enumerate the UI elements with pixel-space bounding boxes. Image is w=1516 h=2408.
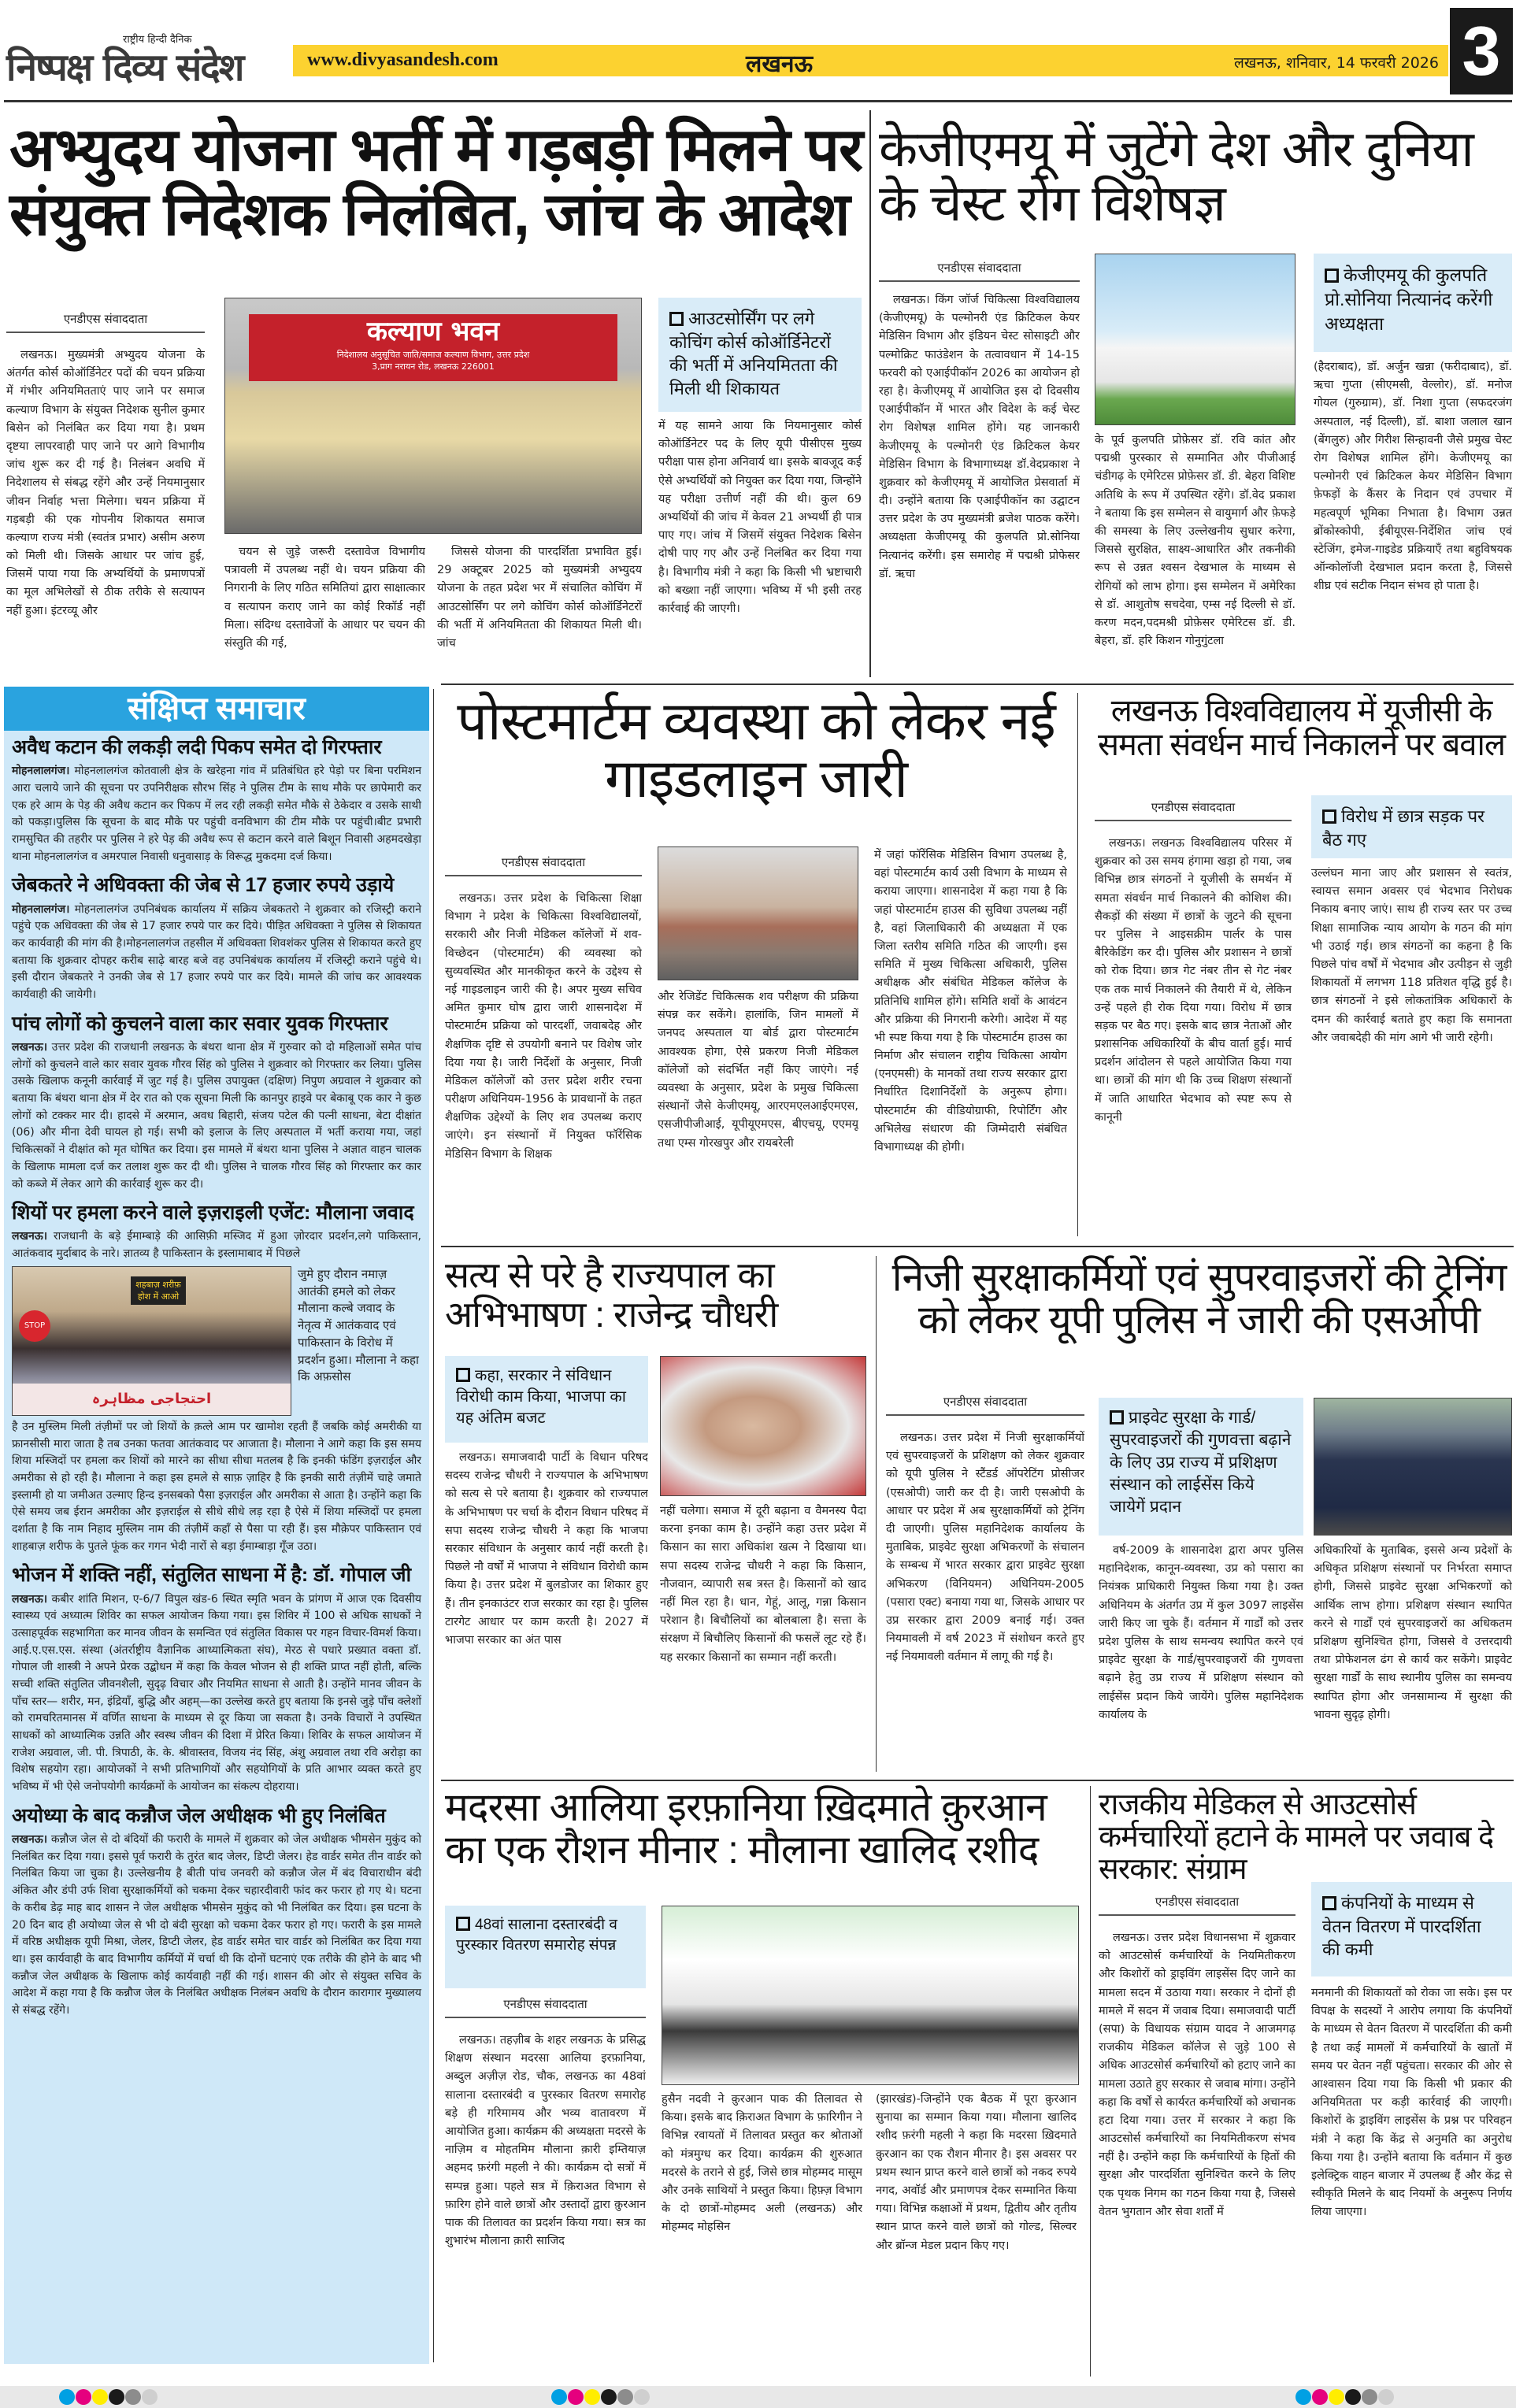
article-body: उल्लंघन माना जाए और प्रशासन से स्वतंत्र, स्वायत्त समान अवसर एवं भेदभाव निरोधक निकाय बनाए जाएं। साथ ही राज्य स्तर पर उच्च शिक्षा सामाजिक न्याय आयोग के गठन की मांग भी उठाई गई। छात्र संगठनों का कहना है कि पिछले पांच वर्षों में भेदभाव और उत्पीड़न से जुड़ी शिकायतों में लगभग 118 प्रतिशत वृद्धि हुई है। छात्र संगठनों ने इसे लोकतांत्रिक अधिकारों के दमन की कार्रवाई बताते हुए कहा कि समानता और जवाबदेही की मांग आगे भी जारी रहेगी। [1311,867,1512,1044]
article-body: में जहां फॉरेंसिक मेडिसिन विभाग उपलब्ध है, वहां पोस्टमार्टम कार्य उसी विभाग के माध्यम से कराया जाएगा। शासनादेश में कहा गया है कि जहां पोस्टमार्टम हाउस की सुविधा उपलब्ध नहीं है, वहां जिलाधिकारी की अध्यक्षता में एक जिला स्तरीय समिति गठित की जाएगी। इस समिति में मुख्य चिकित्सा अधिकारी, पुलिस अधीक्षक और संबंधित मेडिकल कॉलेज के प्रतिनिधि शामिल होंगे। समिति शवों के आवंटन और प्रक्रिया की निगरानी करेगी। आदेश में यह भी स्पष्ट किया गया है कि पोस्टमार्टम हाउस का निर्माण और संचालन राष्ट्रीय चिकित्सा आयोग (एनएमसी) के मानकों तथा राज्य सरकार द्वारा निर्धारित दिशानिर्देशों के अनुरूप होगा। पोस्टमार्टम की वीडियोग्राफी, रिपोर्टिंग और अभिलेख संधारण की जिम्मेदारी संबंधित विभागाध्यक्ष की होगी। [874,849,1067,1154]
checkbox-icon [456,1368,470,1382]
registration-dot [1329,2389,1344,2405]
dateline: लखनऊ, शनिवार, 14 फरवरी 2026 [1234,54,1439,72]
registration-dot [584,2389,600,2405]
registration-dot [142,2389,158,2405]
article-body: लखनऊ। उत्तर प्रदेश विधानसभा में शुक्रवार को आउटसोर्स कर्मचारियों के नियमितीकरण और किशोरों को ड्राइविंग लाइसेंस दिए जाने का मामला सदन में उठाया गया। सरकार ने दोनों ही मामले में सदन में जवाब दिया। समाजवादी पार्टी (सपा) के विधायक संग्राम यादव ने आजमगढ़ राजकीय मेडिकल कॉलेज से जुड़े 100 से अधिक आउटसोर्स कर्मचारियों को हटाए जाने का मामला उठाते हुए सरकार से जवाब मांगा। उन्होंने कहा कि वर्षों से कार्यरत कर्मचारियों को अचानक हटा दिया गया। उत्तर में सरकार ने कहा कि आउटसोर्स कर्मचारियों का नियमितीकरण संभव नहीं है। उन्होंने कहा कि कर्मचारियों के हितों की सुरक्षा और पारदर्शिता सुनिश्चित करने के लिए एक पृथक निगम का गठन किया गया है, जिससे वेतन भुगतान और सेवा शर्तों में [1099,1932,1295,2218]
article-body: हुसैन नदवी ने क़ुरआन पाक की तिलावत से किया। इसके बाद क़िराअत विभाग के फ़ारिगीन ने विभिन्न रवायतों में तिलावत प्रस्तुत कर श्रोताओं को मंत्रमुग्ध कर दिया। कार्यक्रम की शुरुआत मदरसे के तराने से हुई, जिसे छात्र मोहम्मद मासूम और उनके साथियों ने प्रस्तुत किया। हिफ़्ज़ विभाग के दो छात्रों-मोहम्मद अली (लखनऊ) और मोहम्मद मोहसिन [662,2093,862,2234]
article-body: चयन से जुड़े जरूरी दस्तावेज विभागीय पत्रावली में उपलब्ध नहीं थे। चयन प्रक्रिया की निगरानी के लिए गठित समितियां द्वारा साक्षात्कार व सत्यापन कराए जाने का कोई रिकॉर्ड नहीं मिला। संदिग्ध दस्तावेजों के आधार पर चयन की संस्तुति की गई, [224,546,425,650]
brief-body [12,902,421,1004]
stop-sign: STOP [19,1310,50,1342]
article-body: जिससे योजना की पारदर्शिता प्रभावित हुई। 29 अक्टूबर 2025 को मुख्यमंत्री अभ्युदय योजना के तहत प्रदेश भर में संचालित कोचिंग में आउटसोर्सिंग पर लगे कोचिंग कोर्स कोऑर्डिनेटरों की भर्ती में अनियमितता की शिकायत मिली थी। जांच [437,546,642,650]
headline-outsource[interactable]: राजकीय मेडिकल से आउटसोर्स कर्मचारियों हटाने के मामले पर जवाब दे सरकार: संग्राम [1099,1788,1494,1887]
dateline-place: मोहनलालगंज। [12,765,70,778]
byline: एनडीएस संवाददाता [445,1996,646,2018]
placard: शहबाज़ शरीफ़ होश में आओ [131,1276,186,1305]
article-body: वर्ष-2009 के शासनादेश द्वारा अपर पुलिस महानिदेशक, कानून-व्यवस्था, उप्र को पसारा का नियंत्रक प्राधिकारी नियुक्त किया गया है। उक्त अधिनियम के अंतर्गत उप्र में कुल 3097 लाइसेंस जारी किए जा चुके हैं। वर्तमान में गार्डों को उत्तर प्रदेश पुलिस के साथ समन्वय स्थापित करने एवं प्राइवेट सुरक्षा के गार्ड/सुपरवाइजरों की गुणवत्ता बढ़ाने हेतु उप्र राज्य में प्रशिक्षण संस्थान को लाईसेंस प्रदान किये जायेंगे। पुलिस महानिदेशक कार्यालय के [1099,1544,1303,1721]
logo-tagline: राष्ट्रीय हिन्दी दैनिक [123,34,192,46]
byline: एनडीएस संवाददाता [1095,799,1292,821]
brief-news-section [4,687,429,2364]
masthead [0,0,1516,102]
column-divider [1090,1786,1091,2377]
protest-banner: احتجاجی مظاہرہ [13,1384,291,1415]
article-body: लखनऊ। लखनऊ विश्वविद्यालय परिसर में शुक्रवार को उस समय हंगामा खड़ा हो गया, जब विभिन्न छात्र संगठनों ने यूजीसी के समर्थन में समता संवर्धन मार्च निकालने की कोशिश की। सैकड़ों की संख्या में छात्रों के जुटने की सूचना पर पुलिस ने आइसक्रीम पार्लर के पास बैरिकेडिंग कर दी। पुलिस और प्रशासन ने छात्रों को रोक दिया। छात्र गेट नंबर तीन से गेट नंबर एक तक मार्च निकालने की तैयारी में थे, लेकिन उन्हें पहले ही रोक दिया गया। विरोध में छात्र सड़क पर बैठ गए। इसके बाद छात्र नेताओं और प्रशासनिक अधिकारियों के बीच वार्ता हुई। मार्च प्रदर्शन आंदोलन से पहले आयोजित किया गया था। छात्रों की मांग थी कि उच्च शिक्षण संस्थानों में जाति आधारित भेदभाव को स्पष्ट रूप से कानूनी [1095,837,1292,1124]
registration-dot [568,2389,584,2405]
callout-kgmu [1314,254,1512,352]
article-body: लखनऊ। मुख्यमंत्री अभ्युदय योजना के अंतर्गत कोर्स कोऑर्डिनेटर पदों की चयन प्रक्रिया में गंभीर अनियमितताएं पाए जाने पर समाज कल्याण विभाग के संयुक्त निदेशक सुनील कुमार बिसेन को निलंबित कर दिया गया है। प्रथम दृष्टया लापरवाही पाए जाने पर आगे विभागीय जांच शुरू कर दी गई है। निलंबन अवधि में निदेशालय से संबद्ध रहेंगे और उन्हें नियमानुसार जीवन निर्वाह भत्ता मिलेगा। चयन प्रक्रिया में गड़बड़ी की एक गोपनीय शिकायत समाज कल्याण राज्य मंत्री (स्वतंत्र प्रभार) असीम अरुण को मिली थी। जिसके आधार पर जांच हुई, जिसमें पाया गया कि अभ्यर्थियों के प्रमाणपत्रों का मूल अभिलेखों से ठीक तरीके से सत्यापन नहीं हुआ। इंटरव्यू और [6,349,205,617]
brief-news-header: संक्षिप्त समाचार [4,687,429,731]
callout-text: विरोध में छात्र सड़क पर बैठ गए [1322,806,1485,850]
sign-title: कल्याण भवन [366,316,500,347]
checkbox-icon [1110,1410,1124,1424]
callout-rajendra [445,1356,648,1443]
article-body: (हैदराबाद), डॉ. अर्जुन खन्ना (फरीदाबाद), डॉ. ऋचा गुप्ता (सीएमसी, वेल्लोर), डॉ. मनोज गोयल (गुरुग्राम), डॉ. निशा गुप्ता (सफदरजंग अस्पताल, नई दिल्ली), डॉ. बाशा जलाल खान (बेंगलुरु) और गिरीश सिन्हावनी जैसे प्रमुख चेस्ट रोग विशेषज्ञ शामिल होंगे। केजीएमयू का पल्मोनरी एवं क्रिटिकल केयर मेडिसिन विभाग फ़ेफड़ों के कैंसर के निदान एवं उपचार में महत्वपूर्ण भूमिका निभाता है। विभाग उन्नत ब्रोंकोस्कोपी, ईबीयूएस-निर्देशित जांच एवं स्टेजिंग, इमेज-गाइडेड प्रक्रियाएँ तथा बहुविषयक ऑन्कोलॉजी देखभाल प्रदान करता है, जिससे शीघ्र एवं सटीक निदान संभव हो पाता है। [1314,361,1512,593]
brief-item[interactable] [4,1799,429,2023]
brief-text: उत्तर प्रदेश की राजधानी लखनऊ के बंथरा थाना क्षेत्र में गुरुवार को दो महिलाओं समेत पांच लोगों को कुचलने वाले कार सवार युवक गौरव सिंह को पुलिस ने शुक्रवार को गिरफ्तार कर लिया। पुलिस उसके खिलाफ कनूनी कार्रवाई में जुट गई है। पुलिस उपायुक्त (दक्षिण) निपुण अग्रवाल ने शुक्रवार को बताया कि बंथरा थाना क्षेत्र में देर रात को एक सूचना मिली कि कानपुर हाइवे पर बेकाबू एक कार ने कुछ लोगों को टक्कर मार दी। हादसे में अरमान, अवध बिहारी, संजय पटेल की पत्नी साधना, बेटा दीक्षांत (06) और मीना देवी घायल हो गई। सभी को इलाज के लिए अस्पताल में भर्ती कराया गया, जहां चिकित्सकों ने दीक्षांत को मृत घोषित कर दिया। इस मामले में बंथरा थाना पुलिस ने अज्ञात वाहन चालक के खिलाफ मामला दर्ज कर तलाश शुरू कर दी थी। पुलिस ने चालक गौरव सिंह को गिरफ्तार कर कार को कब्जे में लेकर आगे की कार्रवाई शुरू कर दी। [12,1041,421,1191]
brief-body [12,1228,421,1262]
section-divider [441,1780,1514,1781]
photo-kgmu-building [1095,254,1295,425]
photo-protest [12,1266,291,1416]
article-body: लखनऊ। किंग जॉर्ज चिकित्सा विश्वविद्यालय (केजीएमयू) के पल्मोनरी एंड क्रिटिकल केयर मेडिसिन विभाग और इंडियन चेस्ट सोसाइटी और पल्मोक्रिट फाउंडेशन के तत्वावधान में 14-15 फरवरी को एआईपीकॉन 2026 का आयोजन हो रहा है। केजीएमयू में आयोजित इस दो दिवसीय एआईपीकॉन में भारत और विदेश के कई चेस्ट रोग विशेषज्ञ शामिल होंगे। यह जानकारी केजीएमयू के पल्मोनरी एंड क्रिटिकल केयर मेडिसिन विभाग के विभागाध्यक्ष डॉ.वेदप्रकाश ने शुक्रवार को केजीएमयू में आयोजित प्रेसवार्ता में दी। उन्होंने बताया कि एआईपीकॉन का उद्घाटन उत्तर प्रदेश के उप मुख्यमंत्री ब्रजेश पाठक करेंगे। अध्यक्षता केजीएमयू की कुलपति प्रो.सोनिया नित्यानंद करेंगी। इस समारोह में पद्मश्री प्रोफेसर डॉ. ऋचा [879,294,1080,580]
brief-item[interactable] [4,1558,429,1799]
byline: एनडीएस संवाददाता [6,311,205,333]
newspaper-logo[interactable] [6,30,280,93]
checkbox-icon [669,312,684,326]
headline-rajendra[interactable]: सत्य से परे है राज्यपाल का अभिभाषण : राजेन्द्र चौधरी [445,1254,778,1335]
byline: एनडीएस संवाददाता [886,1394,1084,1416]
dateline-place: लखनऊ। [12,1041,48,1054]
photo-madrasa-ceremony [662,1906,1079,2085]
article-body: के पूर्व कुलपति प्रोफ़ेसर डॉ. रवि कांत और पद्मश्री पुरस्कार से सम्मानित और पीजीआई चंडीगढ़ के एमेरिटस प्रोफ़ेसर डॉ. डी. बेहरा विशिष्ट अतिथि के रूप में उपस्थित रहेंगे। डॉ.वेद प्रकाश ने बताया कि इस सम्मेलन से वायुमार्ग और फ़ेफड़े की समस्या के लिए उल्लेखनीय सुधार करेगा, जिससे सुरक्षित, साक्ष्य-आधारित और तकनीकी रूप से उन्नत श्वसन देखभाल के माध्यम से रोगियों को लाभ होगा। इस सम्मेलन में अमेरिका से डॉ. आशुतोष सचदेवा, एम्स नई दिल्ली से डॉ. करण मदन,पदमश्री प्रोफ़ेसर एमेरिटस डॉ. डी. बेहरा, डॉ. हरि किशन गोनुगुंटला [1095,434,1295,648]
masthead-divider [4,100,1512,102]
headline-kgmu[interactable]: केजीएमयू में जुटेंगे देश और दुनिया के चेस्ट रोग विशेषज्ञ [879,120,1473,232]
registration-dot [1362,2389,1377,2405]
article-body: लखनऊ। उत्तर प्रदेश में निजी सुरक्षाकर्मियों एवं सुपरवाइजरों के प्रशिक्षण को लेकर शुक्रवार को यूपी पुलिस ने स्टैंडर्ड ऑपरेटिंग प्रोसीजर (एसओपी) जारी कर दी है। जारी एसओपी के आधार पर प्रदेश में अब सुरक्षाकर्मियों को ट्रेनिंग दी जाएगी। पुलिस महानिदेशक कार्यालय के मुताबिक, प्राइवेट सुरक्षा अभिकरणों के संचालन के सम्बन्ध में भारत सरकार द्वारा प्राइवेट सुरक्षा अभिकरण (विनियमन) अधिनियम-2005 (पसारा एक्ट) बनाया गया था, जिसके आधार पर उप्र सरकार द्वारा 2009 बनाई गई। उक्त नियमावली में वर्ष 2023 में संशोधन करते हुए नई नियमावली वर्तमान में लागू की गई है। [886,1432,1084,1664]
brief-title[interactable]: अयोध्या के बाद कन्नौज जेल अधीक्षक भी हुए निलंबित [12,1804,386,1827]
brief-item[interactable] [4,1196,429,1558]
brief-body [12,763,421,865]
section-divider [441,1246,1514,1247]
print-registration-strip [0,2386,1516,2408]
article-body: और रेजिडेंट चिकित्सक शव परीक्षण की प्रक्रिया संपन्न कर सकेंगे। हालांकि, जिन मामलों में जनपद अस्पताल या बोर्ड द्वारा पोस्टमार्टम आवश्यक होगा, ऐसे प्रकरण निजी मेडिकल कॉलेजों को संदर्भित नहीं किए जाएंगे। नई व्यवस्था के अनुसार, प्रदेश के प्रमुख चिकित्सा संस्थानों जैसे केजीएमयू, आरएमएलआईएमएस, एसजीपीजीआई, यूपीयूएमएस, बीएचयू, एएमयू तथा एम्स गोरखपुर और रायबरेली [658,991,858,1150]
edition-name: लखनऊ [746,50,814,78]
article-body: अधिकारियों के मुताबिक, इससे अन्य प्रदेशों के अधिकृत प्रशिक्षण संस्थानों पर निर्भरता समाप्त होगी, जिससे प्राइवेट सुरक्षा अभिकरणों को आर्थिक लाभ होगा। प्रशिक्षण संस्थान स्थापित करने से गार्डों एवं सुपरवाइजरों का अधिकतम प्रशिक्षण सुनिश्चित होगा, जिससे वे उत्तरदायी तथा प्रोफेशनल ढंग से कार्य कर सकेंगे। प्राइवेट सुरक्षा गार्डों के साथ स्थानीय पुलिस का समन्वय स्थापित होगा और जनसामान्य में सुरक्षा की भावना सुदृढ़ होगी। [1314,1544,1512,1721]
article-body: मनमानी की शिकायतों को रोका जा सके। इस पर विपक्ष के सदस्यों ने आरोप लगाया कि कंपनियों के माध्यम से वेतन वितरण में पारदर्शिता की कमी है तथा कई मामलों में कर्मचारियों के खातों में समय पर वेतन नहीं पहुंचता। सरकार की ओर से आश्वासन दिया गया कि किसी भी प्रकार की अनियमितता पर कड़ी कार्रवाई की जाएगी। किशोरों के ड्राइविंग लाइसेंस के प्रश्न पर परिवहन मंत्री ने कहा कि केंद्र से अनुमति का अनुरोध किया गया है। उन्होंने बताया कि वर्तमान में कुछ इलेक्ट्रिक वाहन बाजार में उपलब्ध हैं और केंद्र से स्वीकृति मिलने के बाद नियमों के अनुरूप निर्णय लिया जाएगा। [1311,1987,1512,2219]
photo-row [12,1266,421,1416]
sign-address: 3,प्राग नरायन रोड, लखनऊ 226001 [372,361,495,372]
brief-text: राजधानी के बड़े ईमाम्बाड़े की आसिफ़ी मस्जिद में हुआ ज़ोरदार प्रदर्शन,लगे पाकिस्तान, आतंकवाद मुर्दाबाद के नारे। ज्ञातव्य है पाकिस्तान के इस्लामाबाद में पिछले [12,1230,421,1261]
brief-title[interactable]: जेबकतरे ने अधिवक्ता की जेब से 17 हजार रुपये उड़ाये [12,874,395,897]
brief-text: कन्नौज जेल से दो बंदियों की फरारी के मामले में शुक्रवार को जेल अधीक्षक भीमसेन मुकुंद को निलंबित कर दिया गया। इससे पूर्व फरारी के तुरंत बाद जेलर, डिप्टी जेलर। हेड वार्डर समेत तीन वार्डर को निलंबित किया जा चुका है। उल्लेखनीय है बीती पांच जनवरी को कन्नौज जेल में बंद विचाराधीन बंदी अंकित और डंपी उर्फ शिवा सुरक्षाकर्मियों को चकमा देकर चहारदीवारी फांद कर फरार हो गए थे। घटना के करीब डेढ़ माह बाद शासन ने जेल अधीक्षक भीमसेन मुकुंद को भी निलंबित कर दिया। इस घटना के 20 दिन बाद ही अयोध्या जेल से भी दो बंदी सुरक्षा को चकमा देकर फरार हो गए। फरारी के इस मामले में वरिष्ठ अधीक्षक यूपी मिश्रा, जेलर, डिप्टी जेलर, हेड वार्डर समेत चार वार्डर को निलंबित कर दिया गया था। इस कार्यवाही के बाद विभागीय कर्मियों में चर्चा थी कि दोनों घटनाएं एक तरीके की होने के बाद भी कन्नौज जेल अधीक्षक के खिलाफ कोई कार्यवाही नहीं की गई। शासन की ओर से संयुक्त सचिव के आदेश में कहा गया है कि कन्नौज जेल के निलंबित अधीक्षक निलंबन अवधि के दौरान कारागार मुख्यालय से संबद्ध रहेंगे। [12,1833,421,2017]
callout-text: केजीएमयू की कुलपति प्रो.सोनिया नित्यानंद करेंगी अध्यक्षता [1325,265,1493,335]
brief-title[interactable]: भोजन में शक्ति नहीं, संतुलित साधना में है: डॉ. गोपाल जी [12,1564,412,1587]
brief-item[interactable] [4,869,429,1006]
callout-outsource [1311,1882,1512,1976]
registration-dot [92,2389,108,2405]
photo-rajendra-chaudhary [660,1356,866,1496]
registration-dot [109,2389,124,2405]
side-text: जुमे हुए दौरान नमाज़ आतंकी हमले को लेकर मौलाना कल्बे जवाद के नेतृत्व में आतंकवाद एवं पाकिस्तान के विरोध में प्रदर्शन हुआ। मौलाना ने कहा कि अफ़सोस [298,1266,419,1384]
registration-dot [601,2389,617,2405]
brief-body [12,1832,421,2020]
callout-text: कंपनियों के माध्यम से वेतन वितरण में पारदर्शिता की कमी [1322,1893,1481,1960]
callout-abhyuday [658,298,862,412]
registration-dot [76,2389,91,2405]
registration-dot [59,2389,75,2405]
photo-postmortem-building [658,847,858,980]
callout-text: आउटसोर्सिंग पर लगे कोचिंग कोर्स कोऑर्डिनेटरों की भर्ती में अनियमितता की मिली थी शिकायत [669,309,838,399]
brief-body [12,1591,421,1796]
header-bar [293,45,1448,76]
headline-abhyuday[interactable]: अभ्युदय योजना भर्ती में गड़बड़ी मिलने पर संयुक्त निदेशक निलंबित, जांच के आदेश [9,117,863,249]
byline: एनडीएस संवाददाता [879,260,1080,282]
column-divider [869,110,871,677]
callout-madrasa [445,1906,646,1988]
byline: एनडीएस संवाददाता [1099,1894,1295,1916]
article-body: नहीं चलेगा। समाज में दूरी बढ़ाना व वैमनस्य पैदा करना इनका काम है। उन्होंने कहा उत्तर प्रदेश में किसान का सारा अधिकांश खत्म ने दिखाया था। सपा सदस्य राजेन्द्र चौधरी ने कहा कि किसान, नौजवान, व्यापारी सब त्रस्त है। किसानों को खाद नहीं मिल रहा है। धान, गेहूं, आलू, गन्ना किसान परेशान है। बिचौलियों का बोलबाला है। सत्ता के संरक्षण में बिचौलिए किसानों की फसलें लूट रहे हैं। यह सरकार किसानों का सम्मान नहीं करती। [660,1505,866,1664]
byline: एनडीएस संवाददाता [445,854,642,876]
brief-item[interactable] [4,731,429,869]
headline-sop[interactable]: निजी सुरक्षाकर्मियों एवं सुपरवाइजरों की ट्रेनिंग को लेकर यूपी पुलिस ने जारी की एसओपी [891,1255,1507,1342]
brief-body [12,1039,421,1193]
column-divider [876,1256,877,1772]
brief-body: है उन मुस्लिम मिली तंज़ीमों पर जो शियों के क़त्ले आम पर खामोश रहती हैं जबकि कोई अमरीकी या फ्रानसीसी मारा जाता है तब उनका फतवा आतंकवाद पर आजाता है। मौलाना ने आगे कहा कि इस समय शिया मस्जिदों पर हमला कर शियों को मारने का सीधा सीधा मतलब है कि इनकी फंडिंग इज़राईल और अमरीका से हो रही है। मौलाना ने कहा इस हमले से साफ़ ज़ाहिर है कि इनकी सारी तंज़ीमें चाहे जमाते इस्लामी हो या जमीअत उल्माए हिन्द इनसबको पैसा इज़राईल और अमरीका से आता है। उन्होंने कहा कि ऐसे समय जब ईरान अमरीका और इज़राईल से सीधे सीधे लड़ रहा है ऐसे में शिया मस्जिदों पर हमला दर्शाता है कि नाम निहाद मुस्लिम नाम की तंज़ीमें कहाँ से पैसा पा रही हैं। इस मौक़ेपर पाकिस्तान एवं शाहबाज़ शरीफ के पुतले फूंक कर गगन भेदी नारों से बड़ा ईमाम्बाड़ा गूँज उठा। [12,1420,421,1553]
article-body: (झारखंड)-जिन्होंने एक बैठक में पूरा क़ुरआन सुनाया का सम्मान किया गया। मौलाना खालिद रशीद फ़रंगी महली ने कहा कि मदरसा ख़िदमाते क़ुरआन का एक रौशन मीनार है। इस अवसर पर प्रथम स्थान प्राप्त करने वाले छात्रों को नकद रुपये नगद, अवॉर्ड और प्रमाणपत्र देकर सम्मानित किया गया। विभिन्न कक्षाओं में प्रथम, द्वितीय और तृतीय स्थान प्राप्त करने वाले छात्रों को गोल्ड, सिल्वर और ब्रॉन्ज मेडल प्रदान किए गए। [876,2093,1077,2252]
registration-dot [617,2389,633,2405]
checkbox-icon [456,1917,470,1931]
article-body: लखनऊ। तहज़ीब के शहर लखनऊ के प्रसिद्ध शिक्षण संस्थान मदरसा आलिया इरफ़ानिया, अब्दुल अज़ीज़ रोड, चौक, लखनऊ का 48वां सालाना दस्तारबंदी व पुरस्कार वितरण समारोह बड़े ही गरिमामय और भव्य वातावरण में आयोजित हुआ। कार्यक्रम की अध्यक्षता मदरसे के नाज़िम व मोहतमिम मौलाना क़ारी इम्तियाज़ अहमद फ़रंगी महली ने की। कार्यक्रम दो सत्रों में सम्पन्न हुआ। पहले सत्र में क़िराअत विभाग से फ़ारिग होने वाले छात्रों और उस्तादों द्वारा क़ुरआन पाक की तिलावत का प्रदर्शन किया गया। सत्र का शुभारंभ मौलाना क़ारी साजिद [445,2034,646,2248]
checkbox-icon [1322,809,1336,824]
brief-item[interactable] [4,1007,429,1196]
column-divider [433,689,434,2362]
callout-text: 48वां सालाना दस्तारबंदी व पुरस्कार वितरण समारोह संपन्न [456,1917,617,1954]
article-body: लखनऊ। उत्तर प्रदेश के चिकित्सा शिक्षा विभाग ने प्रदेश के चिकित्सा विश्वविद्यालयों, सरकारी और निजी मेडिकल कॉलेजों में शव-विच्छेदन (पोस्टमार्टम) की व्यवस्था को सुव्यवस्थित और मानकीकृत करने के उद्देश्य से नई गाइडलाइन जारी की है। अपर मुख्य सचिव अमित कुमार घोष द्वारा जारी शासनादेश में पोस्टमार्टम प्रक्रिया को पारदर्शी, जवाबदेह और शैक्षणिक दृष्टि से उपयोगी बनाने पर विशेष जोर दिया गया है। जारी निर्देशों के अनुसार, निजी मेडिकल कॉलेजों को उत्तर प्रदेश शरीर रचना परीक्षण अधिनियम-1956 के प्रावधानों के तहत शैक्षणिक उद्देश्यों के लिए शव उपलब्ध कराए जाएंगे। इन संस्थानों में नियुक्त फॉरेंसिक मेडिसिन विभाग के शिक्षक [445,892,642,1161]
photo-kalyan-bhawan [224,298,642,534]
brief-title[interactable]: शियों पर हमला करने वाले इज़राइली एजेंट: मौलाना जवाद [12,1202,414,1224]
callout-text: प्राइवेट सुरक्षा के गार्ड/सुपरवाइजरों की गुणवत्ता बढ़ाने के लिए उप्र राज्य में प्रशिक्षण संस्थान को लाईसेंस किये जायेगें प्रदान [1110,1409,1292,1517]
callout-text: कहा, सरकार ने संविधान विरोधी काम किया, भाजपा का यह अंतिम बजट [456,1367,626,1427]
dateline-place: लखनऊ। [12,1230,48,1243]
article-body: लखनऊ। समाजवादी पार्टी के विधान परिषद सदस्य राजेन्द्र चौधरी ने राज्यपाल के अभिभाषण को सत्य से परे बताया है। शुक्रवार को राज्यपाल के अभिभाषण पर चर्चा के दौरान विधान परिषद में सपा सदस्य राजेन्द्र चौधरी ने कहा कि भाजपा सरकार संविधान के अनुसार कार्य नहीं करती है। पिछले नौ वर्षों में भाजपा ने संविधान विरोधी काम किया है। उत्तर प्रदेश में बुलडोजर का शिकार हुए हैं। तीन इनकाउंटर राज सरकार का रहा है। पुलिस टारगेट आधार पर काम करती है। 2027 में भाजपा सरकार का अंत पास [445,1451,648,1647]
headline-madrasa[interactable]: मदरसा आलिया इरफ़ानिया ख़िदमाते क़ुरआन का एक रौशन मीनार : मौलाना खालिद रशीद [445,1785,1047,1872]
registration-dot [551,2389,567,2405]
column-divider [1077,693,1078,1236]
callout-sop [1099,1398,1303,1536]
section-divider [441,684,1514,685]
dateline-place: लखनऊ। [12,1833,48,1847]
checkbox-icon [1325,269,1339,283]
registration-dot [1312,2389,1328,2405]
callout-lu [1311,795,1512,858]
registration-dot [634,2389,650,2405]
registration-dot [125,2389,141,2405]
brief-title[interactable]: अवैध कटान की लकड़ी लदी पिकप समेत दो गिरफ्तार [12,736,382,758]
article-body: में यह सामने आया कि नियमानुसार कोर्स कोऑर्डिनेटर पद के लिए यूपी पीसीएस मुख्य परीक्षा पास होना अनिवार्य था। इसके बावजूद कई ऐसे अभ्यर्थियों को नियुक्त कर दिया गया, जिन्होंने यह परीक्षा उत्तीर्ण नहीं की थी। कुल 69 अभ्यर्थियों की जांच में केवल 21 अभ्यर्थी ही पात्र पाए गए। जांच में जिसमें संयुक्त निदेशक बिसेन दोषी पाए गए और उन्हें निलंबित कर दिया गया है। विभागीय मंत्री ने कहा कि किसी भी भ्रष्टाचारी को बख्शा नहीं जाएगा। भविष्य में भी इसी तरह कार्रवाई की जाएगी। [658,420,862,615]
website-link[interactable]: www.divyasandesh.com [307,50,499,70]
page-number: 3 [1450,8,1513,94]
registration-dot [1345,2389,1361,2405]
headline-lu[interactable]: लखनऊ विश्वविद्यालय में यूजीसी के समता संवर्धन मार्च निकालने पर बवाल [1097,694,1506,763]
logo-name: निष्पक्ष दिव्य संदेश [6,46,243,90]
brief-text: मोहनलालगंज उपनिबंधक कार्यालय में सक्रिय जेबकतरो ने शुक्रवार को रजिस्ट्री कराने पहुंचे एक अधिवक्ता की जेब से 17 हजार रुपये पार कर दिये। पीड़ित अधिवक्ता ने पुलिस से शिकायत कर कार्यवाही की मांग की है।मोहनलालगंज तहसील में अधिवक्ता शिवशंकर पुलिस से शिकायत करते हुए बताया कि शुक्रवार दोपहर करीब साढ़े बारह बजे वह उपनिबंधक कार्यालय में रजिस्ट्री कराने पहुंचे थे। इसी दौरान जेबकतरे ने उनकी जेब से 17 हजार रुपये पार कर दिये। मामले की जांच कर आवश्यक कार्यवाही की जायेगी। [12,902,421,1002]
brief-text: मोहनलालगंज कोतवाली क्षेत्र के खरेहना गांव में प्रतिबंधित हरे पेड़ो पर बिना परमिशन आरा चलाये जाने की सूचना पर उपनिरीक्षक सौरभ सिंह ने पुलिस टीम के साथ मौके पर छापेमारी कर एक हरे आम के पेड़ की अवैध कटान कर पिकप में लद रही लकड़ी समेत मौके से ठेकेदार व उसके साथी को पकड़ा।पुलिस कि सूचना के बाद मौके पर पहुंची वनविभाग की टीम मौके पर पहुंची।बीट प्रभारी रामसुचित की तहरीर पर पुलिस ने हरे पेड़ की अवैध रूप से कटान करने वाले बिशून निवासी अहमदखेड़ा थाना मोहनलालगंज व अमरपाल निवासी धनुवासाड़ के विरूद्ध मुकदमा दर्ज किया। [12,765,421,863]
sign-subtitle: निदेशालय अनुसूचित जाति/समाज कल्याण विभाग, उत्तर प्रदेश [336,350,530,360]
brief-title[interactable]: पांच लोगों को कुचलने वाला कार सवार युवक गिरफ्तार [12,1012,388,1035]
building-sign [249,314,617,381]
brief-text: कबीर शांति मिशन, ए-6/7 विपुल खंड-6 स्थित स्मृति भवन के प्रांगण में आज एक दिवसीय स्वास्थ्य एवं अध्यात्म शिविर का सफल आयोजन किया गया। इस शिविर में 100 से अधिक साधकों ने उत्साहपूर्वक सहभागिता कर मानव जीवन के समन्वित एवं संतुलित विकास पर गहन विचार-विमर्श किया। आई.ए.एस.एस. संस्था (अंतर्राष्ट्रीय वैज्ञानिक आध्यात्मिकता संघ), मेरठ से पधारे प्रख्यात वक्ता डॉ. गोपाल जी शास्त्री ने अपने प्रेरक उद्बोधन में कहा कि केवल भोजन से ही शक्ति प्राप्त नहीं होती, बल्कि सच्ची शक्ति संतुलित जीवनशैली, सुदृढ़ विचार और नियमित साधना से आती है। उन्होंने मानव जीवन के पाँच स्तर— शरीर, मन, इंद्रियाँ, बुद्धि और अहम्—का उल्लेख करते हुए बताया कि इनसे जुड़े पाँच क्लेशों को रामचरितमानस में वर्णित साधना के माध्यम से दूर किया जा सकता है। उनके विचारों ने उपस्थित साधकों को आध्यात्मिक उन्नति और स्वस्थ जीवन की दिशा में प्रेरित किया। शिविर के सफल आयोजन में राजेश अग्रवाल, जी. पी. त्रिपाठी, के. के. श्रीवास्तव, विजय नंद सिंह, अंशु अग्रवाल तथा रवि अरोड़ा का विशेष सहयोग रहा। आयोजकों ने सभी प्रतिभागियों और सहयोगियों के प्रति आभार व्यक्त करते हुए भविष्य में भी ऐसे जनोपयोगी कार्यक्रमों के आयोजन का संकल्प दोहराया। [12,1592,421,1794]
checkbox-icon [1322,1896,1336,1910]
photo-security-guards [1314,1398,1512,1536]
headline-postmortem[interactable]: पोस्टमार्टम व्यवस्था को लेकर नई गाइडलाइन जारी [457,691,1055,809]
dateline-place: लखनऊ। [12,1592,48,1606]
registration-dot [1295,2389,1311,2405]
registration-dot [1378,2389,1394,2405]
dateline-place: मोहनलालगंज। [12,902,70,916]
